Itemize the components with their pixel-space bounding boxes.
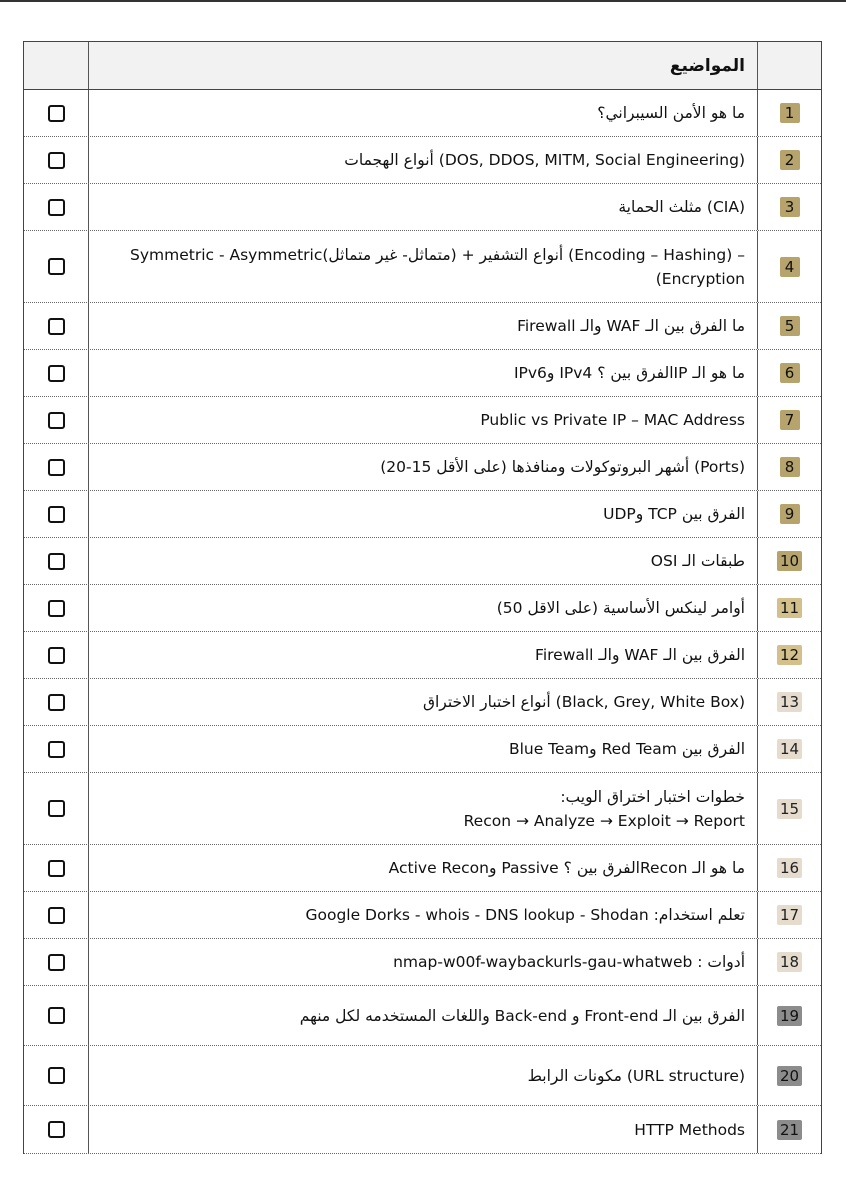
table-row xyxy=(24,491,821,538)
checkbox-cell xyxy=(24,585,89,631)
checkbox[interactable] xyxy=(48,907,65,924)
number-cell xyxy=(757,303,821,349)
checkbox-cell xyxy=(24,1046,89,1105)
row-number-badge: 9 xyxy=(780,504,800,524)
checkbox-cell xyxy=(24,491,89,537)
topic-text: الفرق بين الـ Front-end و Back-end واللغات المستخدمه لكل منهم xyxy=(299,1006,745,1025)
number-cell xyxy=(757,184,821,230)
row-number-badge: 12 xyxy=(777,645,802,665)
row-number-badge: 13 xyxy=(777,692,802,712)
number-cell xyxy=(757,444,821,490)
row-number-badge: 18 xyxy=(777,952,802,972)
checkbox[interactable] xyxy=(48,1067,65,1084)
row-number-badge: 3 xyxy=(780,197,800,217)
topic-cell xyxy=(89,939,757,985)
topic-cell xyxy=(89,350,757,396)
top-rule xyxy=(0,0,846,2)
table-row xyxy=(24,538,821,585)
topic-text: (Black, Grey, White Box) أنواع اختبار الاختراق xyxy=(422,693,745,711)
row-number-badge: 20 xyxy=(777,1066,802,1086)
checkbox[interactable] xyxy=(48,694,65,711)
number-cell xyxy=(757,632,821,678)
topic-cell xyxy=(89,773,757,844)
row-number-badge: 15 xyxy=(777,799,802,819)
topic-cell xyxy=(89,845,757,891)
row-number-badge: 17 xyxy=(777,905,802,925)
topic-text: أوامر لينكس الأساسية (على الاقل 50) xyxy=(496,599,745,617)
table-row xyxy=(24,726,821,773)
topic-text: HTTP Methods xyxy=(634,1120,745,1139)
number-cell xyxy=(757,892,821,938)
topic-text: خطوات اختبار اختراق الويب: Recon → Analyze → Exploit → Report xyxy=(463,787,745,830)
topic-text: – (Encoding – Hashing) أنواع التشفير + (متماثل- غير متماثل)Symmetric - Asymmetric Encryption) xyxy=(130,245,745,288)
topic-text: ما هو الـ Reconالفرق بين ؟ Passive وActive Recon xyxy=(388,859,745,877)
checkbox[interactable] xyxy=(48,105,65,122)
checkbox[interactable] xyxy=(48,800,65,817)
checkbox-cell xyxy=(24,679,89,725)
checkbox[interactable] xyxy=(48,318,65,335)
table-row xyxy=(24,444,821,491)
table-row xyxy=(24,231,821,303)
topic-cell xyxy=(89,585,757,631)
table-row xyxy=(24,939,821,986)
number-cell xyxy=(757,137,821,183)
header-check-cell xyxy=(24,42,89,89)
checkbox[interactable] xyxy=(48,553,65,570)
number-cell xyxy=(757,726,821,772)
number-cell xyxy=(757,986,821,1045)
checkbox-cell xyxy=(24,845,89,891)
topic-cell xyxy=(89,632,757,678)
checkbox-cell xyxy=(24,444,89,490)
topic-text: (Ports) أشهر البروتوكولات ومنافذها (على الأقل 15-20) xyxy=(380,458,745,476)
checkbox[interactable] xyxy=(48,258,65,275)
number-cell xyxy=(757,397,821,443)
topic-text: أدوات : nmap-w00f-waybackurls-gau-whatweb xyxy=(393,953,745,971)
checkbox[interactable] xyxy=(48,1007,65,1024)
row-number-badge: 6 xyxy=(780,363,800,383)
row-number-badge: 8 xyxy=(780,457,800,477)
topic-cell xyxy=(89,90,757,136)
checkbox-cell xyxy=(24,1106,89,1153)
number-cell xyxy=(757,491,821,537)
topic-cell xyxy=(89,444,757,490)
topic-text: ما هو الـ IPالفرق بين ؟ IPv4 وIPv6 xyxy=(513,364,745,382)
table-row xyxy=(24,303,821,350)
row-number-badge: 14 xyxy=(777,739,802,759)
topic-cell xyxy=(89,892,757,938)
number-cell xyxy=(757,1106,821,1153)
topic-text: الفرق بين الـ WAF والـ Firewall xyxy=(535,646,745,664)
checkbox[interactable] xyxy=(48,199,65,216)
row-number-badge: 19 xyxy=(777,1006,802,1026)
table-row xyxy=(24,1046,821,1106)
table-row xyxy=(24,137,821,184)
topic-text: طبقات الـ OSI xyxy=(650,552,745,570)
table-row xyxy=(24,679,821,726)
checkbox[interactable] xyxy=(48,1121,65,1138)
table-row xyxy=(24,397,821,444)
checkbox-cell xyxy=(24,726,89,772)
checkbox-cell xyxy=(24,986,89,1045)
topic-text: (CIA) مثلث الحماية xyxy=(618,198,745,216)
number-cell xyxy=(757,679,821,725)
checkbox-cell xyxy=(24,538,89,584)
table-row xyxy=(24,892,821,939)
checkbox[interactable] xyxy=(48,365,65,382)
checkbox-cell xyxy=(24,939,89,985)
checkbox-cell xyxy=(24,90,89,136)
table-row xyxy=(24,632,821,679)
row-number-badge: 7 xyxy=(780,410,800,430)
table-body xyxy=(24,90,821,1154)
topic-text: تعلم استخدام: Google Dorks - whois - DNS lookup - Shodan xyxy=(305,906,745,924)
topic-text: ما هو الأمن السيبراني؟ xyxy=(597,104,745,122)
number-cell xyxy=(757,538,821,584)
number-cell xyxy=(757,773,821,844)
topic-cell xyxy=(89,397,757,443)
table-row xyxy=(24,773,821,845)
topic-text: (DOS, DDOS, MITM, Social Engineering) أنواع الهجمات xyxy=(344,151,745,169)
table-row xyxy=(24,585,821,632)
checkbox[interactable] xyxy=(48,152,65,169)
row-number-badge: 5 xyxy=(780,316,800,336)
checkbox-cell xyxy=(24,632,89,678)
header-num-cell xyxy=(757,42,821,89)
topic-cell xyxy=(89,137,757,183)
checkbox-cell xyxy=(24,892,89,938)
topic-text: الفرق بين TCP وUDP xyxy=(603,505,745,523)
table-row xyxy=(24,350,821,397)
checkbox-cell xyxy=(24,303,89,349)
topic-cell xyxy=(89,538,757,584)
checkbox[interactable] xyxy=(48,954,65,971)
table-row xyxy=(24,1106,821,1154)
topic-cell xyxy=(89,231,757,302)
number-cell xyxy=(757,350,821,396)
topic-cell xyxy=(89,303,757,349)
checkbox[interactable] xyxy=(48,600,65,617)
number-cell xyxy=(757,231,821,302)
checkbox-cell xyxy=(24,184,89,230)
checkbox-cell xyxy=(24,773,89,844)
topic-cell xyxy=(89,1106,757,1153)
topic-cell xyxy=(89,184,757,230)
row-number-badge: 4 xyxy=(780,257,800,277)
checkbox-cell xyxy=(24,397,89,443)
topic-cell xyxy=(89,491,757,537)
row-number-badge: 21 xyxy=(777,1120,802,1140)
row-number-badge: 16 xyxy=(777,858,802,878)
checkbox-cell xyxy=(24,350,89,396)
table-header xyxy=(24,42,821,90)
checkbox[interactable] xyxy=(48,412,65,429)
topics-table xyxy=(23,41,822,1154)
topic-text: ما الفرق بين الـ WAF والـ Firewall xyxy=(517,317,745,335)
checkbox[interactable] xyxy=(48,459,65,476)
table-row xyxy=(24,986,821,1046)
number-cell xyxy=(757,585,821,631)
topic-text: Public vs Private IP – MAC Address xyxy=(480,411,745,429)
checkbox[interactable] xyxy=(48,506,65,523)
topic-cell xyxy=(89,679,757,725)
table-row xyxy=(24,845,821,892)
row-number-badge: 10 xyxy=(777,551,802,571)
checkbox-cell xyxy=(24,231,89,302)
row-number-badge: 2 xyxy=(780,150,800,170)
table-row xyxy=(24,184,821,231)
number-cell xyxy=(757,845,821,891)
checkbox[interactable] xyxy=(48,860,65,877)
number-cell xyxy=(757,939,821,985)
topic-text: (URL structure) مكونات الرابط xyxy=(527,1066,745,1085)
row-number-badge: 1 xyxy=(780,103,800,123)
topic-cell xyxy=(89,986,757,1045)
header-title: المواضيع xyxy=(669,55,745,76)
number-cell xyxy=(757,1046,821,1105)
checkbox-cell xyxy=(24,137,89,183)
table-row xyxy=(24,90,821,137)
topic-text: الفرق بين Red Team وBlue Team xyxy=(508,740,745,758)
topic-cell xyxy=(89,1046,757,1105)
checkbox[interactable] xyxy=(48,741,65,758)
checkbox[interactable] xyxy=(48,647,65,664)
row-number-badge: 11 xyxy=(777,598,802,618)
number-cell xyxy=(757,90,821,136)
topic-cell xyxy=(89,726,757,772)
